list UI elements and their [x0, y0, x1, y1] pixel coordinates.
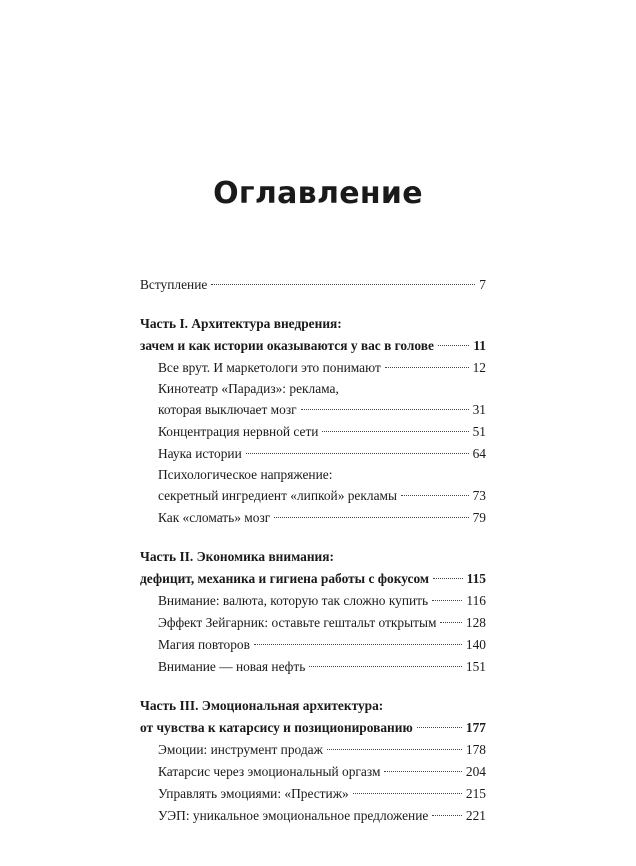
- dot-leader: [211, 284, 475, 285]
- dot-leader: [432, 815, 462, 816]
- toc-page-number: 115: [466, 571, 486, 586]
- toc-entry-text: Наука истории: [158, 446, 242, 461]
- part-subheading: дефицит, механика и гигиена работы с фокусом: [140, 571, 430, 586]
- dot-leader: [254, 644, 462, 645]
- page-title: Оглавление: [213, 176, 423, 211]
- part-heading-line[interactable]: [140, 717, 486, 739]
- part-subheading: зачем и как истории оказываются у вас в голове: [140, 338, 434, 353]
- toc-entry-text: которая выключает мозг: [158, 402, 297, 417]
- toc-entry-text: Все врут. И маркетологи это понимают: [158, 360, 381, 375]
- dot-leader: [433, 578, 463, 579]
- toc-entry-text: Как «сломать» мозг: [158, 510, 271, 525]
- toc-entry[interactable]: [140, 443, 486, 465]
- toc-entry[interactable]: [140, 507, 486, 529]
- toc-entry[interactable]: [140, 739, 486, 761]
- toc-entry-text: Управлять эмоциями: «Престиж»: [158, 786, 349, 801]
- dot-leader: [432, 600, 462, 601]
- toc-entry[interactable]: [140, 634, 486, 656]
- toc-entry-intro[interactable]: [140, 274, 486, 296]
- toc-page-number: 7: [479, 277, 486, 292]
- toc-entry-text: Внимание: валюта, которую так сложно купить: [158, 593, 429, 608]
- table-of-contents: [140, 274, 486, 827]
- toc-entry-text: Концентрация нервной сети: [158, 424, 319, 439]
- toc-entry-text: Катарсис через эмоциональный оргазм: [158, 764, 381, 779]
- dot-leader: [417, 727, 462, 728]
- toc-entry[interactable]: [140, 805, 486, 827]
- toc-entry[interactable]: [140, 357, 486, 379]
- toc-page-number: 151: [465, 659, 486, 674]
- toc-entry[interactable]: [140, 485, 486, 507]
- toc-page-number: 128: [465, 615, 486, 630]
- toc-part-3: [140, 695, 486, 827]
- part-heading-line[interactable]: [140, 335, 486, 357]
- dot-leader: [353, 793, 462, 794]
- dot-leader: [384, 771, 461, 772]
- dot-leader: [301, 409, 469, 410]
- toc-entry[interactable]: [140, 783, 486, 805]
- part-heading[interactable]: Часть I. Архитектура внедрения:: [140, 316, 342, 331]
- toc-page-number: 140: [465, 637, 486, 652]
- toc-entry-text: Вступление: [140, 277, 208, 292]
- toc-page-number: 178: [465, 742, 486, 757]
- toc-page-number: 215: [465, 786, 486, 801]
- dot-leader: [401, 495, 469, 496]
- dot-leader: [274, 517, 468, 518]
- toc-page-number: 73: [472, 488, 486, 503]
- toc-page-number: 221: [465, 808, 486, 823]
- toc-entry-text: Эмоции: инструмент продаж: [158, 742, 323, 757]
- part-heading-line[interactable]: [140, 568, 486, 590]
- dot-leader: [440, 622, 461, 623]
- toc-entry[interactable]: [140, 421, 486, 443]
- dot-leader: [327, 749, 462, 750]
- toc-entry[interactable]: [140, 590, 486, 612]
- toc-entry[interactable]: [140, 612, 486, 634]
- toc-part-2: [140, 546, 486, 678]
- toc-entry[interactable]: [140, 761, 486, 783]
- toc-entry-text: УЭП: уникальное эмоциональное предложение: [158, 808, 429, 823]
- toc-part-1: [140, 313, 486, 529]
- toc-entry-text: секретный ингредиент «липкой» рекламы: [158, 488, 397, 503]
- dot-leader: [309, 666, 462, 667]
- dot-leader: [438, 345, 469, 346]
- dot-leader: [246, 453, 469, 454]
- part-heading[interactable]: Часть II. Экономика внимания:: [140, 549, 334, 564]
- toc-entry[interactable]: [140, 656, 486, 678]
- toc-entry-text: Магия повторов: [158, 637, 250, 652]
- toc-page-number: 204: [465, 764, 486, 779]
- dot-leader: [322, 431, 468, 432]
- toc-page-number: 51: [472, 424, 486, 439]
- toc-page-number: 64: [472, 446, 486, 461]
- toc-entry-text: Эффект Зейгарник: оставьте гештальт открытым: [158, 615, 437, 630]
- toc-page-number: 116: [466, 593, 486, 608]
- toc-entry-first-line[interactable]: Психологическое напряжение:: [158, 467, 333, 482]
- toc-entry[interactable]: [140, 399, 486, 421]
- toc-page-number: 79: [472, 510, 486, 525]
- part-subheading: от чувства к катарсису и позиционированию: [140, 720, 413, 735]
- toc-page-number: 177: [465, 720, 486, 735]
- toc-page-number: 11: [473, 338, 486, 353]
- toc-page-number: 31: [472, 402, 486, 417]
- part-heading[interactable]: Часть III. Эмоциональная архитектура:: [140, 698, 384, 713]
- toc-entry-text: Внимание — новая нефть: [158, 659, 306, 674]
- toc-page-number: 12: [472, 360, 486, 375]
- toc-entry-first-line[interactable]: Кинотеатр «Парадиз»: реклама,: [158, 381, 339, 396]
- dot-leader: [385, 367, 469, 368]
